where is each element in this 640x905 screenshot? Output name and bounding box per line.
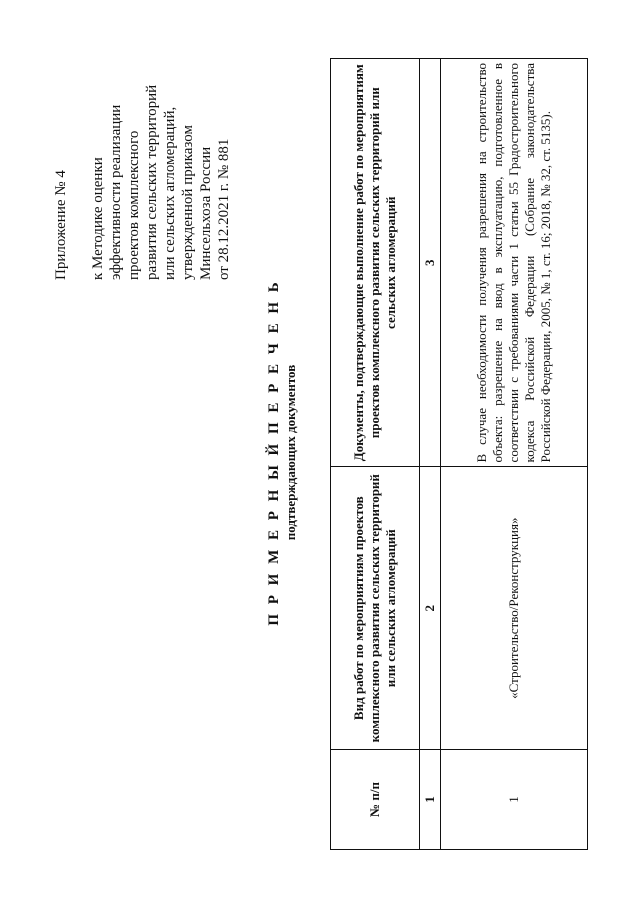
appendix-block xyxy=(52,30,233,280)
table-header-row xyxy=(331,59,420,850)
row-documents: В случае необходимости получения разрешения на строительство объекта: разрешение на ввод в эксплуатацию, подготовленное в соответствии с требованиями части 1 статьи 55 Градостроительного кодекса Российской Федерации (Собрание законодательства Российской Федерации, 2005, № 1, ст. 16; 2018, № 32, ст. 5135). xyxy=(441,59,588,467)
appendix-line: проектов комплексного xyxy=(126,130,142,280)
header-work-type: Вид работ по мероприятиям проектов комплексного развития сельских территорий или сельских агломераций xyxy=(331,467,420,750)
document-title-block xyxy=(265,0,299,905)
column-number: 2 xyxy=(420,467,441,750)
column-number: 1 xyxy=(420,749,441,849)
appendix-line: утвержденной приказом xyxy=(180,124,196,280)
column-number: 3 xyxy=(420,59,441,467)
appendix-line: эффективности реализации xyxy=(108,104,124,280)
column-number-row xyxy=(420,59,441,850)
appendix-line: развития сельских территорий xyxy=(144,84,160,280)
document-subtitle: подтверждающих документов xyxy=(283,364,298,541)
table-row xyxy=(441,59,588,850)
header-documents: Документы, подтверждающие выполнение работ по мероприятиям проектов комплексного развития сельских территорий или сельских агломераций xyxy=(331,59,420,467)
appendix-line: Минсельхоза России xyxy=(198,146,214,280)
documents-table xyxy=(330,58,588,850)
document-title: П Р И М Е Р Н Ы Й П Е Р Е Ч Е Н Ь xyxy=(266,279,282,626)
row-work-type: «Строительство/Реконструкция» xyxy=(441,467,588,750)
appendix-title: Приложение № 4 xyxy=(53,170,69,280)
header-number: № п/п xyxy=(331,749,420,849)
row-number: 1 xyxy=(441,749,588,849)
appendix-line: или сельских агломераций, xyxy=(162,106,178,280)
appendix-line: к Методике оценки xyxy=(90,157,106,280)
appendix-line: от 28.12.2021 г. № 881 xyxy=(216,138,232,280)
